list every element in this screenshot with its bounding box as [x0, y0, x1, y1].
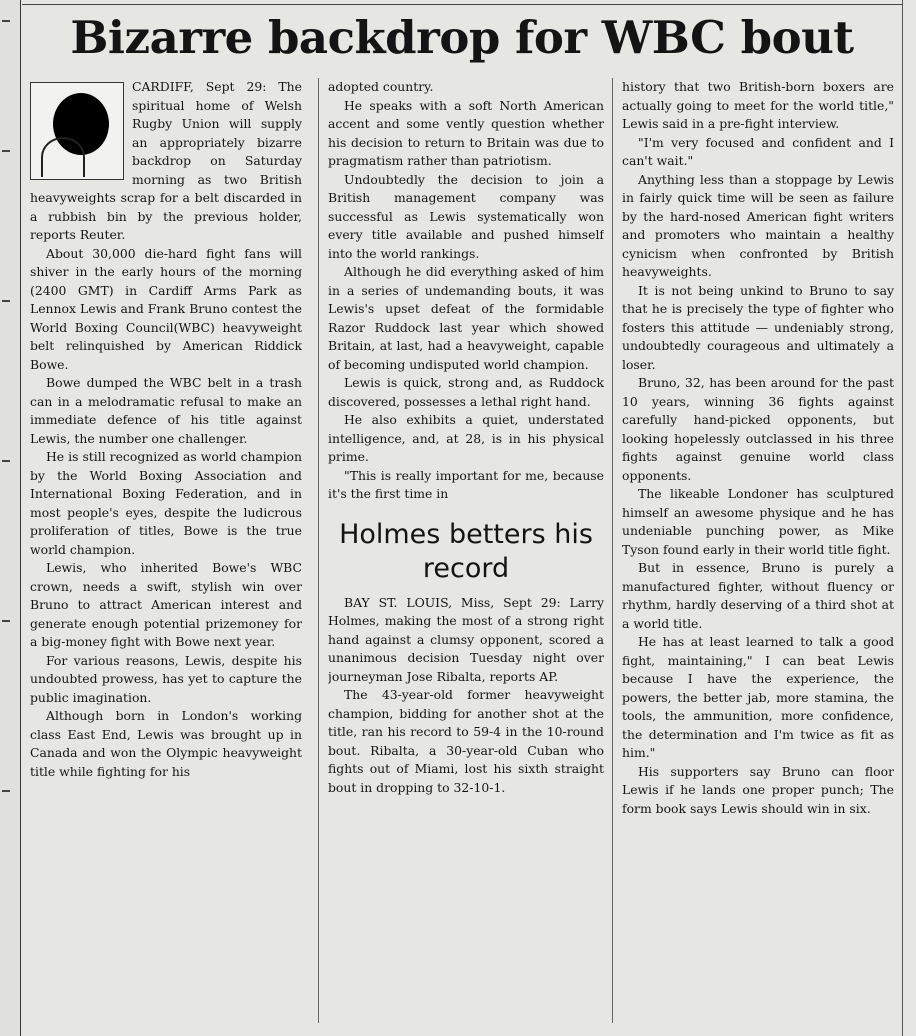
article-paragraph: The 43-year-old former heavyweight champion, bidding for another shot at the title, ran his record to 59-4 in the 10-round bout. Ribalta, a 30-year-old Cuban who fights out of Miami, lost his sixth straight bout in dropping to 32-10-1. — [328, 687, 604, 795]
adjacent-column-edge — [0, 0, 21, 1036]
article-paragraph: About 30,000 die-hard fight fans will shiver in the early hours of the morning (2400 GMT) in Cardiff Arms Park as Lennox Lewis and Frank Bruno contest the World Boxing Council(WBC) heavyweight belt relinquished by American Riddick Bowe. — [30, 245, 302, 372]
article-paragraph: Although born in London's working class East End, Lewis was brought up in Canada and won the Olympic heavyweight title while fighting for his — [30, 708, 302, 779]
article-paragraph: CARDIFF, Sept 29: The spiritual home of Welsh Rugby Union will supply an appropriately bizarre backdrop on Saturday morning as two British heavyweights scrap for a belt discarded in a rubbish bin by the previous holder, reports Reuter. — [30, 79, 302, 242]
article-paragraph: He also exhibits a quiet, understated intelligence, and, at 28, is in his physical prime. — [328, 412, 604, 464]
column-rule — [612, 78, 613, 1023]
article-paragraph: "This is really important for me, because it's the first time in — [328, 467, 604, 501]
article-paragraph: adopted country. — [328, 79, 434, 94]
article-paragraph: For various reasons, Lewis, despite his undoubted prowess, has yet to capture the public imagination. — [30, 652, 302, 705]
article-paragraph: Lewis, who inherited Bowe's WBC crown, needs a swift, stylish win over Bruno to attract American interest and generate enough potential prizemoney for a big-money fight with Bowe next year. — [30, 560, 302, 649]
column-1 — [30, 78, 302, 1023]
article-paragraph: Undoubtedly the decision to join a British management company was successful as Lewis systematically won every title available and pushed himself into the world rankings. — [328, 171, 604, 261]
right-border — [902, 0, 903, 1036]
article-paragraph: The likeable Londoner has sculptured himself an awesome physique and he has undeniable punching power, as Mike Tyson found early in their world title fight. — [622, 486, 894, 557]
article-paragraph: Anything less than a stoppage by Lewis in fairly quick time will be seen as failure by the hard-nosed American fight writers and promoters who maintain a healthy cynicism when confronted by British heavyweights. — [622, 171, 894, 279]
article-paragraph: His supporters say Bruno can floor Lewis if he lands one proper punch; The form book says Lewis should win in six. — [622, 763, 894, 816]
headline: Bizarre backdrop for WBC bout — [70, 11, 854, 64]
column-rule — [318, 78, 319, 1023]
article-paragraph: But in essence, Bruno is purely a manufactured fighter, without fluency or rhythm, hardly deserving of a third shot at a world title. — [622, 560, 894, 631]
top-rule — [22, 4, 902, 5]
article-paragraph: "I'm very focused and confident and I can't wait." — [622, 134, 894, 168]
sub-headline: Holmes betters his record — [339, 518, 593, 584]
article-paragraph: He speaks with a soft North American accent and some vently question whether his decision to return to Britain was due to pragmatism rather than patriotism. — [328, 97, 604, 168]
article-paragraph: history that two British-born boxers are actually going to meet for the world title," Lewis said in a pre-fight interview. — [622, 79, 894, 131]
article-paragraph: Bruno, 32, has been around for the past 10 years, winning 36 fights against carefully hand-picked opponents, but looking hopelessly outclassed in his three fights against genuine world class opponents. — [622, 375, 894, 483]
column-2 — [328, 78, 604, 1023]
article-paragraph: It is not being unkind to Bruno to say that he is precisely the type of fighter who fosters this attitude — undeniably strong, undoubtedly courageous and ultimately a loser. — [622, 282, 894, 372]
article-paragraph: BAY ST. LOUIS, Miss, Sept 29: Larry Holmes, making the most of a strong right hand against a clumsy opponent, scored a unanimous decision Tuesday night over journeyman Jose Ribalta, reports AP. — [328, 594, 604, 684]
article-paragraph: Bowe dumped the WBC belt in a trash can in a melodramatic refusal to make an immediate defence of his title against Lewis, the number one challenger. — [30, 375, 302, 446]
boxer-headshot-icon — [30, 82, 124, 180]
article-paragraph: Lewis is quick, strong and, as Ruddock discovered, possesses a lethal right hand. — [328, 375, 604, 409]
article-paragraph: He has at least learned to talk a good fight, maintaining," I can beat Lewis because I have the experience, the powers, the better jab, more stamina, the tools, the ammunition, more confidence, the determination and I'm twice as fit as him." — [622, 634, 894, 760]
column-3 — [622, 78, 894, 1023]
article-paragraph: Although he did everything asked of him in a series of undemanding bouts, it was Lewis's upset defeat of the formidable Razor Ruddock last year which showed Britain, at last, had a heavyweight, capable of becoming undisputed world champion. — [328, 264, 604, 372]
article-paragraph: He is still recognized as world champion by the World Boxing Association and International Boxing Federation, and in most people's eyes, despite the ludicrous proliferation of titles, Bowe is the true world champion. — [30, 449, 302, 557]
